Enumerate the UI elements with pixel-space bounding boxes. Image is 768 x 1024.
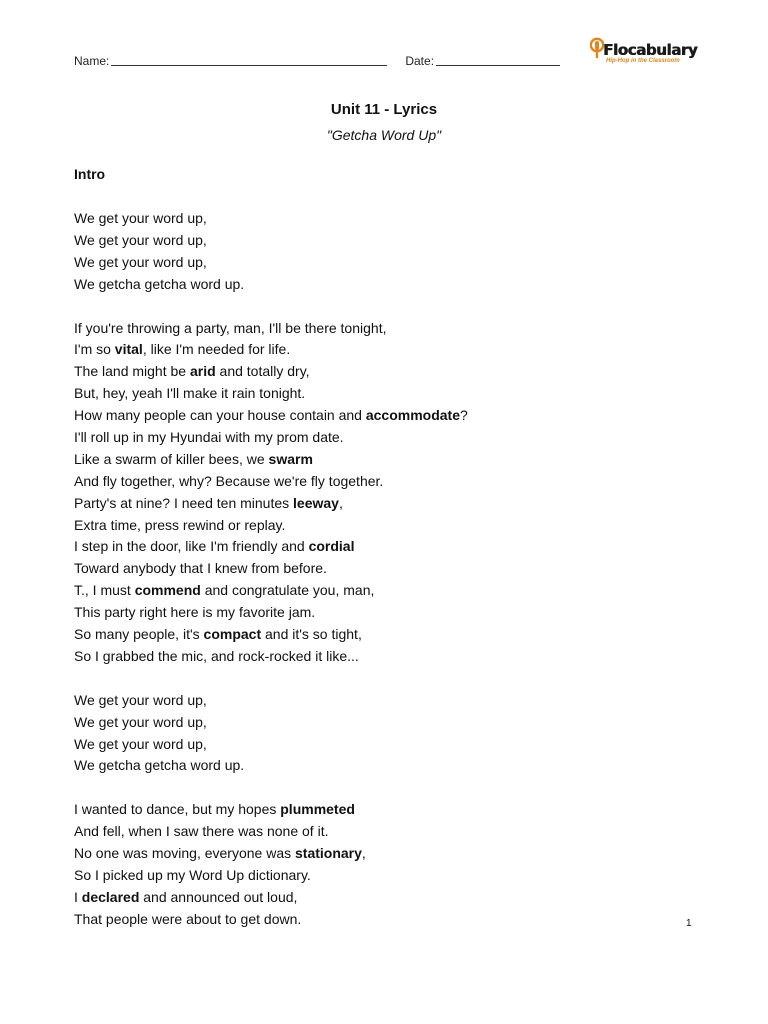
lyric-text: T., I must — [74, 582, 135, 599]
lyric-text: So I picked up my Word Up dictionary. — [74, 867, 311, 884]
date-label: Date: — [405, 54, 435, 68]
lyric-line — [74, 865, 694, 887]
lyric-text: We get your word up, — [74, 713, 207, 730]
lyric-line — [74, 427, 694, 449]
lyric-text: , — [338, 494, 343, 511]
lyric-line — [74, 909, 694, 931]
lyric-text: So many people, it's — [74, 626, 204, 643]
lyric-line — [74, 558, 694, 580]
page-title: Unit 11 - Lyrics — [330, 101, 438, 118]
lyric-text: We getcha getcha word up. — [74, 757, 245, 774]
lyric-text: I'll roll up in my Hyundai with my prom date. — [74, 429, 344, 446]
page-number: 1 — [686, 918, 692, 929]
lyric-line — [74, 339, 694, 361]
lyric-text: We get your word up, — [74, 735, 207, 752]
lyric-text: That people were about to get down. — [74, 910, 302, 927]
lyric-text: So I grabbed the mic, and rock-rocked it like... — [74, 647, 359, 664]
lyric-line — [74, 624, 694, 646]
name-label: Name: — [74, 54, 110, 68]
lyric-line — [74, 471, 694, 493]
lyric-text: I step in the door, like I'm friendly and — [74, 538, 309, 555]
lyric-line — [74, 580, 694, 602]
lyric-text: How many people can your house contain and — [74, 407, 366, 424]
vocab-word: swarm — [268, 450, 313, 467]
lyric-line — [74, 536, 694, 558]
lyric-text: and it's so tight, — [261, 626, 362, 643]
lyric-text: and totally dry, — [215, 363, 310, 380]
lyric-text: and congratulate you, man, — [200, 582, 375, 599]
lyric-line — [74, 646, 694, 668]
vocab-word: leeway — [293, 494, 339, 511]
lyric-line — [74, 887, 694, 909]
lyric-line — [74, 318, 694, 340]
lyric-text: Toward anybody that I knew from before. — [74, 560, 327, 577]
lyric-text: and announced out loud, — [139, 888, 298, 905]
name-date-header — [74, 54, 560, 68]
vocab-word: commend — [134, 582, 201, 599]
lyric-line — [74, 799, 694, 821]
lyric-line — [74, 383, 694, 405]
lyric-line — [74, 821, 694, 843]
vocab-word: vital — [114, 341, 143, 358]
lyric-text: , like I'm needed for life. — [142, 341, 291, 358]
logo-tagline: Hip-Hop in the Classroom — [606, 58, 680, 64]
stanza — [74, 690, 694, 778]
lyric-text: We get your word up, — [74, 253, 207, 270]
song-title: "Getcha Word Up" — [326, 127, 442, 143]
lyric-line — [74, 361, 694, 383]
lyric-line — [74, 843, 694, 865]
lyrics-body — [74, 208, 694, 953]
lyric-text: , — [361, 845, 366, 862]
vocab-word: cordial — [308, 538, 355, 555]
lyric-line — [74, 230, 694, 252]
logo-wordmark: Flocabulary — [603, 41, 698, 59]
vocab-word: declared — [81, 888, 140, 905]
flocabulary-logo — [590, 36, 698, 70]
vocab-word: accommodate — [365, 407, 461, 424]
lyric-text: The land might be — [74, 363, 190, 380]
lyric-text: I wanted to dance, but my hopes — [74, 801, 281, 818]
lyric-line — [74, 493, 694, 515]
lyric-text: We get your word up, — [74, 231, 207, 248]
lyric-text: This party right here is my favorite jam. — [74, 604, 316, 621]
lyric-line — [74, 274, 694, 296]
stanza — [74, 318, 694, 668]
lyric-line — [74, 515, 694, 537]
lyric-line — [74, 690, 694, 712]
lyric-text: And fell, when I saw there was none of it. — [74, 823, 329, 840]
vocab-word: arid — [189, 363, 216, 380]
stanza — [74, 208, 694, 296]
lyric-text: We get your word up, — [74, 691, 207, 708]
lyric-text: Extra time, press rewind or replay. — [74, 516, 286, 533]
lyric-line — [74, 734, 694, 756]
lyric-text: No one was moving, everyone was — [74, 845, 295, 862]
lyric-text: I — [74, 888, 82, 905]
name-field[interactable] — [111, 55, 387, 66]
lyric-line — [74, 602, 694, 624]
lyric-text: If you're throwing a party, man, I'll be there tonight, — [74, 319, 387, 336]
lyric-text: ? — [460, 407, 468, 424]
lyric-line — [74, 449, 694, 471]
lyric-text: We get your word up, — [74, 210, 207, 226]
date-field[interactable] — [436, 55, 560, 66]
lyric-text: I'm so — [74, 341, 115, 358]
stanza — [74, 799, 694, 930]
lyric-line — [74, 755, 694, 777]
vocab-word: stationary — [295, 845, 362, 862]
lyric-line — [74, 208, 694, 230]
vocab-word: compact — [203, 626, 262, 643]
lyric-line — [74, 712, 694, 734]
vocab-word: plummeted — [280, 801, 355, 818]
lyric-line — [74, 405, 694, 427]
lyric-text: Party's at nine? I need ten minutes — [74, 494, 294, 511]
lyric-text: Like a swarm of killer bees, we — [74, 450, 269, 467]
lyric-text: We getcha getcha word up. — [74, 275, 245, 292]
section-heading: Intro — [74, 166, 106, 182]
lyric-line — [74, 252, 694, 274]
lyric-text: And fly together, why? Because we're fly together. — [74, 472, 384, 489]
lyric-text: But, hey, yeah I'll make it rain tonight. — [74, 385, 306, 402]
